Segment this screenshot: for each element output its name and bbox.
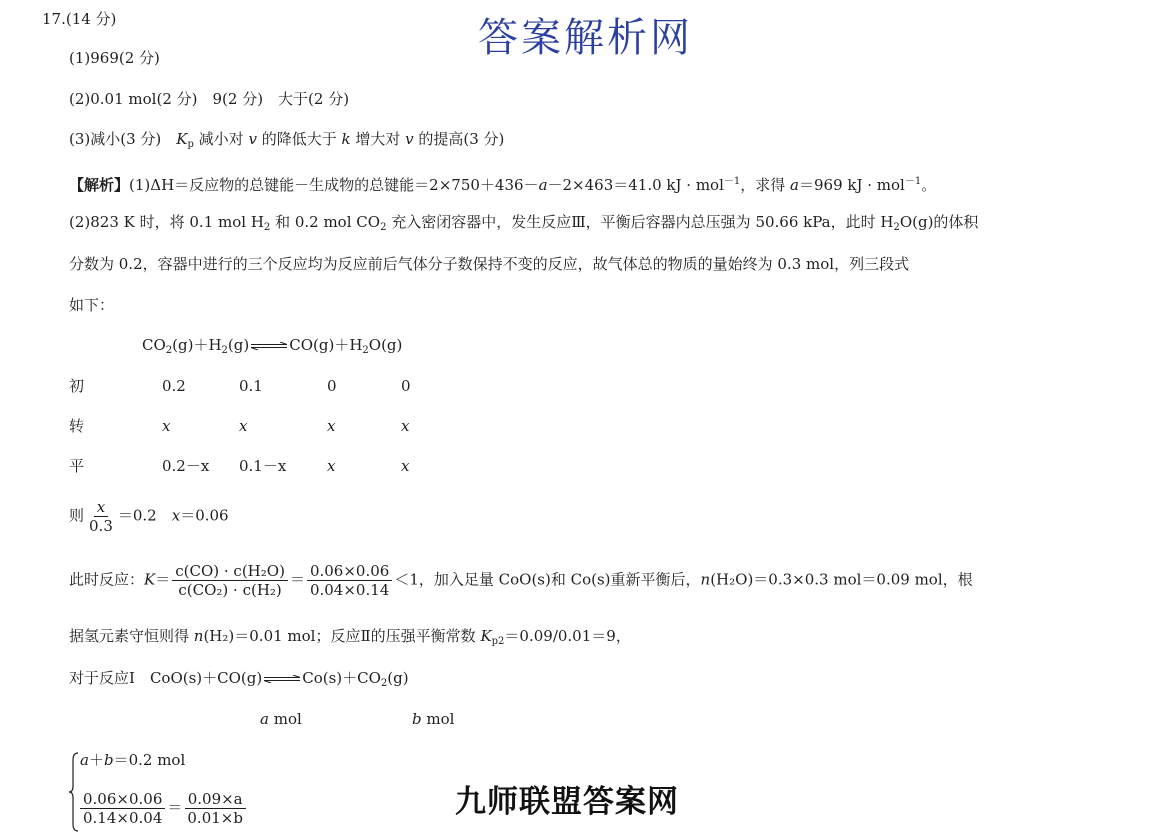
table-cell: x <box>401 417 410 435</box>
fraction-k-expression: $\frac{\text{c(CO) · c(H₂O)}}{\text{c(CO₂) · c(H₂)}}$ <box>172 562 288 599</box>
table-cell: 0.2－x <box>162 457 210 475</box>
system-equation-1: a＋b＝0.2 mol <box>80 751 186 769</box>
watermark-top: 答案解析网 <box>478 15 693 61</box>
amount-b: b mol <box>412 710 455 728</box>
amount-a: a mol <box>260 710 302 728</box>
analysis-part-2-line-1: (2)823 K 时，将 0.1 mol $H_2$ 和 0.2 mol $CO_2$ 充入密闭容器中，发生反应Ⅲ，平衡后容器内总压强为 50.66 kPa，此时 $H_2O(g)$的体积 <box>69 213 979 233</box>
table-cell: x <box>162 417 171 435</box>
answer-part-3: (3)减小(3 分) $K_p$ 减小对 v 的降低大于 k 增大对 v 的提高(3 分) <box>69 130 505 150</box>
fraction-x-over-total: $\frac{x}{0.3}$ <box>89 498 113 535</box>
system-equation-2: $\frac{0.06\times 0.06}{0.14\times 0.04}$ ＝ $\frac{0.09\times a}{0.01\times b}$ <box>78 790 248 827</box>
table-cell: 0 <box>327 377 337 395</box>
table-cell: x <box>327 457 336 475</box>
table-row-label: 平 <box>69 457 85 475</box>
table-row-label: 初 <box>69 377 85 395</box>
fraction-k-value: $\frac{0.06\times 0.06}{0.04\times 0.14}$ <box>307 562 392 599</box>
watermark-bottom: 九师联盟答案网 <box>455 784 679 820</box>
table-cell: x <box>239 417 248 435</box>
table-cell: 0.1 <box>239 377 263 395</box>
solve-x-line: 则 $\frac{x}{0.3}$ ＝0.2 x＝0.06 <box>69 498 229 535</box>
table-row-label: 转 <box>69 417 85 435</box>
reaction-i-equation: 对于反应Ⅰ CoO(s)＋CO(g) $Co(s)+CO_2(g)$ <box>69 669 409 689</box>
analysis-part-2-line-2: 分数为 0.2，容器中进行的三个反应均为反应前后气体分子数保持不变的反应，故气体总的物质的量始终为 0.3 mol，列三段式 <box>69 255 910 273</box>
equilibrium-constant-line: 此时反应：K＝ $\frac{\text{c(CO) · c(H₂O)}}{\text{c(CO₂) · c(H₂)}}$ ＝ $\frac{0.06\times 0.06}{0.04\times 0.14}$ ＜1，加入足量 CoO(s)和 Co(s)重新平衡后，n(H₂O)＝0.3×0.3 mol＝0.09 mol，根 <box>69 562 973 599</box>
table-cell: 0 <box>401 377 411 395</box>
analysis-part-2-line-3: 如下： <box>69 296 115 314</box>
table-cell: 0.1－x <box>239 457 287 475</box>
equilibrium-arrow-icon <box>263 675 301 683</box>
hydrogen-conservation-line: 据氢元素守恒则得 n(H₂)＝0.01 mol；反应Ⅱ的压强平衡常数 $K_{p2}=0.09/0.01=9$， <box>69 627 631 647</box>
question-number: 17.(14 分) <box>42 10 117 28</box>
answer-part-2: (2)0.01 mol(2 分) 9(2 分) 大于(2 分) <box>69 90 350 108</box>
table-cell: x <box>327 417 336 435</box>
analysis-part-1: 【解析】(1)ΔH＝反应物的总键能－生成物的总键能＝2×750＋436－a－2×463＝41.0 kJ · mol$^{-1}$，求得 a＝969 kJ · mol$^{-1}$。 <box>69 176 937 194</box>
analysis-tag: 【解析】 <box>69 176 130 194</box>
answer-part-1: (1)969(2 分) <box>69 49 160 67</box>
reaction-iii-equation: $CO_2(g)+H_2(g)$ $CO(g)+H_2O(g)$ <box>142 336 403 356</box>
table-cell: 0.2 <box>162 377 186 395</box>
fraction-right: $\frac{0.09\times a}{0.01\times b}$ <box>184 790 246 827</box>
fraction-left: $\frac{0.06\times 0.06}{0.14\times 0.04}$ <box>80 790 165 827</box>
equilibrium-arrow-icon <box>250 342 288 350</box>
table-cell: x <box>401 457 410 475</box>
